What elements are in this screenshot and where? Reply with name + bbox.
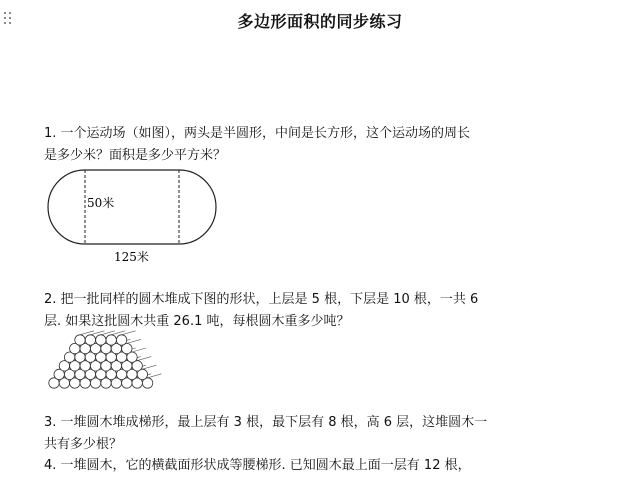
question-3-line-2: 共有多少根？: [44, 437, 123, 452]
stadium-length-label: 125米: [114, 250, 149, 264]
log-end: [85, 335, 95, 345]
question-2: [44, 289, 584, 333]
question-1: [44, 123, 584, 167]
question-4-line-1: 4. 一堆圆木，它的横截面形状成等腰梯形. 已知圆木最上面一层有 12 根，: [44, 458, 471, 473]
log-end: [75, 335, 85, 345]
question-1-line-2: 是多少米？面积是多少平方米？: [44, 148, 227, 163]
log-end: [106, 335, 116, 345]
log-pile-figure: [46, 333, 166, 393]
page-title: 多边形面积的同步练习: [237, 12, 403, 31]
question-1-line-1: 1. 一个运动场（如图），两头是半圆形，中间是长方形，这个运动场的周长: [44, 126, 471, 141]
question-3: [44, 412, 584, 456]
stadium-height-label: 50米: [87, 196, 115, 210]
question-2-line-2: 层. 如果这批圆木共重 26.1 吨，每根圆木重多少吨？: [44, 314, 350, 329]
question-2-line-1: 2. 把一批同样的圆木堆成下图的形状，上层是 5 根，下层是 10 根，一共 6: [44, 292, 479, 307]
log-end: [116, 335, 126, 345]
stadium-outline: [48, 170, 216, 244]
stadium-figure: [44, 166, 244, 266]
question-4: [44, 455, 584, 477]
log-end: [96, 335, 106, 345]
question-3-line-1: 3. 一堆圆木堆成梯形，最上层有 3 根，最下层有 8 根，高 6 层，这堆圆木一: [44, 415, 488, 430]
